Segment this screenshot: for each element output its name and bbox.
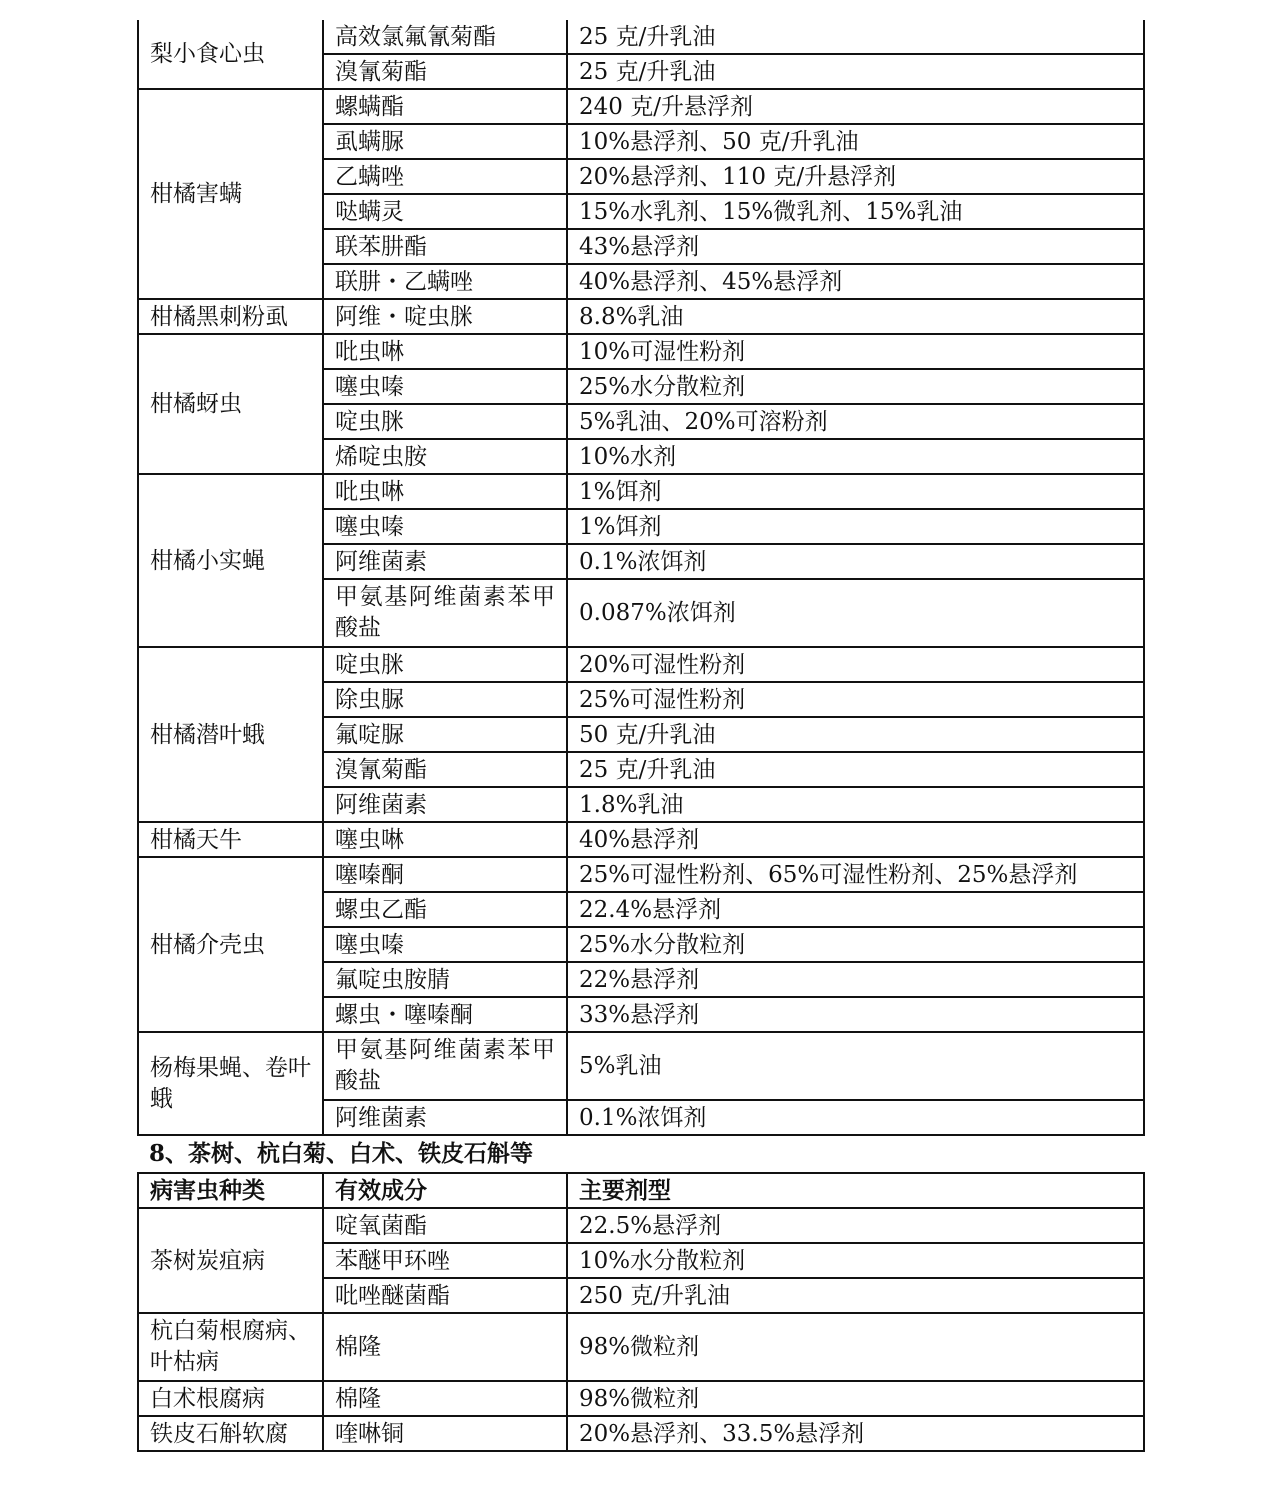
formulation-cell: 5%乳油 xyxy=(567,1032,1144,1100)
formulation-cell: 1%饵剂 xyxy=(567,509,1144,544)
ingredient-cell: 甲氨基阿维菌素苯甲酸盐 xyxy=(323,1032,567,1100)
formulation-cell: 20%可湿性粉剂 xyxy=(567,647,1144,682)
ingredient-cell: 吡虫啉 xyxy=(323,334,567,369)
pest-cell: 柑橘潜叶蛾 xyxy=(138,647,323,822)
pesticide-table-fruit xyxy=(137,20,1145,1136)
formulation-cell: 20%悬浮剂、33.5%悬浮剂 xyxy=(567,1416,1144,1451)
ingredient-cell: 啶虫脒 xyxy=(323,647,567,682)
ingredient-cell: 吡虫啉 xyxy=(323,474,567,509)
column-header-ingredient: 有效成分 xyxy=(323,1173,567,1208)
formulation-cell: 40%悬浮剂、45%悬浮剂 xyxy=(567,264,1144,299)
ingredient-cell: 棉隆 xyxy=(323,1313,567,1381)
formulation-cell: 25 克/升乳油 xyxy=(567,752,1144,787)
table-row xyxy=(138,857,1144,892)
pest-cell: 梨小食心虫 xyxy=(138,20,323,89)
ingredient-cell: 噻虫嗪 xyxy=(323,509,567,544)
table-row xyxy=(138,299,1144,334)
ingredient-cell: 噻虫嗪 xyxy=(323,369,567,404)
formulation-cell: 22.5%悬浮剂 xyxy=(567,1208,1144,1243)
formulation-cell: 20%悬浮剂、110 克/升悬浮剂 xyxy=(567,159,1144,194)
pest-cell: 杨梅果蝇、卷叶蛾 xyxy=(138,1032,323,1135)
ingredient-cell: 联肼・乙螨唑 xyxy=(323,264,567,299)
ingredient-cell: 啶氧菌酯 xyxy=(323,1208,567,1243)
formulation-cell: 5%乳油、20%可溶粉剂 xyxy=(567,404,1144,439)
formulation-cell: 240 克/升悬浮剂 xyxy=(567,89,1144,124)
section-heading: 8、茶树、杭白菊、白术、铁皮石斛等 xyxy=(149,1140,534,1167)
formulation-cell: 25%水分散粒剂 xyxy=(567,369,1144,404)
pest-cell: 铁皮石斛软腐 xyxy=(138,1416,323,1451)
formulation-cell: 98%微粒剂 xyxy=(567,1381,1144,1416)
pest-cell: 柑橘黑刺粉虱 xyxy=(138,299,323,334)
pest-cell: 白术根腐病 xyxy=(138,1381,323,1416)
ingredient-cell: 噻嗪酮 xyxy=(323,857,567,892)
table-row xyxy=(138,1032,1144,1100)
ingredient-cell: 溴氰菊酯 xyxy=(323,752,567,787)
ingredient-cell: 苯醚甲环唑 xyxy=(323,1243,567,1278)
ingredient-cell: 虱螨脲 xyxy=(323,124,567,159)
ingredient-cell: 甲氨基阿维菌素苯甲酸盐 xyxy=(323,579,567,647)
formulation-cell: 43%悬浮剂 xyxy=(567,229,1144,264)
ingredient-cell: 除虫脲 xyxy=(323,682,567,717)
formulation-cell: 250 克/升乳油 xyxy=(567,1278,1144,1313)
formulation-cell: 15%水乳剂、15%微乳剂、15%乳油 xyxy=(567,194,1144,229)
formulation-cell: 10%可湿性粉剂 xyxy=(567,334,1144,369)
formulation-cell: 25%可湿性粉剂 xyxy=(567,682,1144,717)
formulation-cell: 25%可湿性粉剂、65%可湿性粉剂、25%悬浮剂 xyxy=(567,857,1144,892)
formulation-cell: 10%水剂 xyxy=(567,439,1144,474)
ingredient-cell: 噻虫啉 xyxy=(323,822,567,857)
pest-cell: 柑橘蚜虫 xyxy=(138,334,323,474)
table-row xyxy=(138,474,1144,509)
ingredient-cell: 联苯肼酯 xyxy=(323,229,567,264)
formulation-cell: 1.8%乳油 xyxy=(567,787,1144,822)
ingredient-cell: 阿维・啶虫脒 xyxy=(323,299,567,334)
table-row xyxy=(138,334,1144,369)
table-row xyxy=(138,20,1144,54)
ingredient-cell: 喹啉铜 xyxy=(323,1416,567,1451)
ingredient-cell: 棉隆 xyxy=(323,1381,567,1416)
formulation-cell: 22%悬浮剂 xyxy=(567,962,1144,997)
ingredient-cell: 烯啶虫胺 xyxy=(323,439,567,474)
pest-cell: 柑橘介壳虫 xyxy=(138,857,323,1032)
ingredient-cell: 氟啶脲 xyxy=(323,717,567,752)
ingredient-cell: 螺虫乙酯 xyxy=(323,892,567,927)
pest-cell: 柑橘小实蝇 xyxy=(138,474,323,647)
ingredient-cell: 阿维菌素 xyxy=(323,1100,567,1135)
formulation-cell: 22.4%悬浮剂 xyxy=(567,892,1144,927)
pest-cell: 杭白菊根腐病、叶枯病 xyxy=(138,1313,323,1381)
ingredient-cell: 啶虫脒 xyxy=(323,404,567,439)
document-page xyxy=(137,20,1143,1452)
ingredient-cell: 噻虫嗪 xyxy=(323,927,567,962)
ingredient-cell: 溴氰菊酯 xyxy=(323,54,567,89)
formulation-cell: 10%悬浮剂、50 克/升乳油 xyxy=(567,124,1144,159)
pesticide-table-tea xyxy=(137,1172,1145,1452)
formulation-cell: 8.8%乳油 xyxy=(567,299,1144,334)
ingredient-cell: 乙螨唑 xyxy=(323,159,567,194)
formulation-cell: 1%饵剂 xyxy=(567,474,1144,509)
formulation-cell: 40%悬浮剂 xyxy=(567,822,1144,857)
column-header-formulation: 主要剂型 xyxy=(567,1173,1144,1208)
formulation-cell: 0.1%浓饵剂 xyxy=(567,1100,1144,1135)
column-header-pest: 病害虫种类 xyxy=(138,1173,323,1208)
table-row xyxy=(138,1381,1144,1416)
table-header-row xyxy=(138,1173,1144,1208)
table-row xyxy=(138,822,1144,857)
table-row xyxy=(138,647,1144,682)
formulation-cell: 25 克/升乳油 xyxy=(567,20,1144,54)
formulation-cell: 0.087%浓饵剂 xyxy=(567,579,1144,647)
pest-cell: 柑橘天牛 xyxy=(138,822,323,857)
formulation-cell: 98%微粒剂 xyxy=(567,1313,1144,1381)
formulation-cell: 50 克/升乳油 xyxy=(567,717,1144,752)
table-row xyxy=(138,89,1144,124)
ingredient-cell: 氟啶虫胺腈 xyxy=(323,962,567,997)
table-row xyxy=(138,1208,1144,1243)
ingredient-cell: 阿维菌素 xyxy=(323,544,567,579)
ingredient-cell: 吡唑醚菌酯 xyxy=(323,1278,567,1313)
formulation-cell: 0.1%浓饵剂 xyxy=(567,544,1144,579)
formulation-cell: 25 克/升乳油 xyxy=(567,54,1144,89)
ingredient-cell: 阿维菌素 xyxy=(323,787,567,822)
table-row xyxy=(138,1416,1144,1451)
formulation-cell: 10%水分散粒剂 xyxy=(567,1243,1144,1278)
pest-cell: 茶树炭疽病 xyxy=(138,1208,323,1313)
ingredient-cell: 高效氯氟氰菊酯 xyxy=(323,20,567,54)
formulation-cell: 25%水分散粒剂 xyxy=(567,927,1144,962)
ingredient-cell: 哒螨灵 xyxy=(323,194,567,229)
pest-cell: 柑橘害螨 xyxy=(138,89,323,299)
table-row xyxy=(138,1313,1144,1381)
ingredient-cell: 螺螨酯 xyxy=(323,89,567,124)
formulation-cell: 33%悬浮剂 xyxy=(567,997,1144,1032)
ingredient-cell: 螺虫・噻嗪酮 xyxy=(323,997,567,1032)
